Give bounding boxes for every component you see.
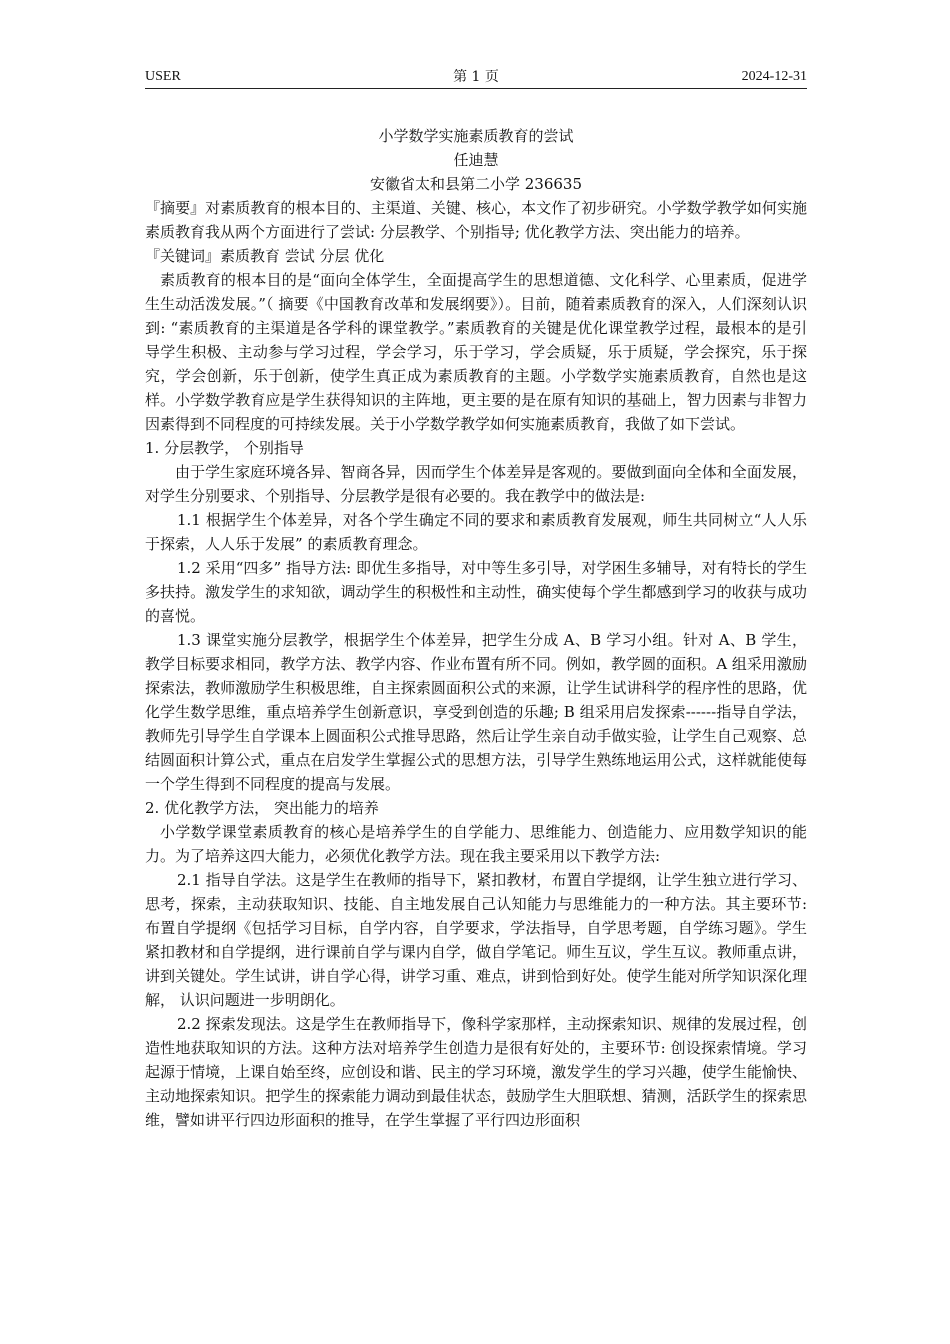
abstract-paragraph: 『摘要』对素质教育的根本目的、主渠道、关键、核心，本文作了初步研究。小学数学教学如何实施素质教育我从两个方面进行了尝试: 分层教学、个别指导; 优化教学方法、突出能力的培养。	[145, 199, 807, 241]
header-user: USER	[145, 69, 181, 84]
intro-paragraph: 素质教育的根本目的是“面向全体学生，全面提高学生的思想道德、文化科学、心里素质，促进学生生动活泼发展。”（ 摘要《中国教育改革和发展纲要》）。目前，随着素质教育的深入，人们深刻认识到: “素质教育的主渠道是各学科的课堂教学。”素质教育的关键是优化课堂教学过程，最根本的是引导学生积极、主动参与学习过程，学会学习，乐于学习，学会质疑，乐于质疑，学会探究，乐于探究，学会创新，乐于创新，使学生真正成为素质教育的主题。小学数学实施素质教育，自然也是这样。小学数学教育应是学生获得知识的主阵地，更主要的是在原有知识的基础上，智力因素与非智力因素得到不同程度的可持续发展。关于小学数学教学如何实施素质教育，我做了如下尝试。	[145, 271, 807, 433]
document-body	[145, 124, 807, 1132]
section-1-intro: 由于学生家庭环境各异、智商各异，因而学生个体差异是客观的。要做到面向全体和全面发展，对学生分别要求、个别指导、分层教学是很有必要的。我在教学中的做法是:	[145, 463, 807, 505]
header-page-number: 第 1 页	[453, 69, 499, 85]
section-1-2-paragraph: 1.2 采用“四多” 指导方法: 即优生多指导，对中等生多引导，对学困生多辅导，对有特长的学生多扶持。激发学生的求知欲，调动学生的积极性和主动性，确实使每个学生都感到学习的收获与成功的喜悦。	[145, 559, 807, 625]
section-1-heading: 1. 分层教学， 个别指导	[145, 439, 304, 457]
document-affiliation: 安徽省太和县第二小学 236635	[369, 175, 583, 193]
section-2-heading: 2. 优化教学方法， 突出能力的培养	[145, 799, 379, 817]
section-2-1-paragraph: 2.1 指导自学法。这是学生在教师的指导下，紧扣教材，布置自学提纲，让学生独立进行学习、思考，探索，主动获取知识、技能、自主地发展自己认知能力与思维能力的一种方法。其主要环节: 布置自学提纲《包括学习目标，自学内容，自学要求，学法指导，自学思考题，自学练习题》。学生紧扣教材和自学提纲，进行课前自学与课内自学，做自学笔记。师生互议，学生互议。教师重点讲，讲到关键处。学生试讲，讲自学心得，讲学习重、难点，讲到恰到好处。使学生能对所学知识深化理解， 认识问题进一步明朗化。	[145, 871, 807, 1009]
section-2-2-paragraph: 2.2 探索发现法。这是学生在教师指导下，像科学家那样，主动探索知识、规律的发展过程，创造性地获取知识的方法。这种方法对培养学生创造力是很有好处的，主要环节: 创设探索情境。学习起源于情境，上课自始至终，应创设和谐、民主的学习环境，激发学生的学习兴趣，使学生能愉快、主动地探索知识。把学生的探索能力调动到最佳状态，鼓励学生大胆联想、猜测，活跃学生的探索思维，譬如讲平行四边形面积的推导，在学生掌握了平行四边形面积	[145, 1015, 807, 1129]
header-date: 2024-12-31	[741, 69, 807, 84]
keywords-line: 『关键词』素质教育 尝试 分层 优化	[145, 247, 385, 265]
section-1-3-paragraph: 1.3 课堂实施分层教学，根据学生个体差异，把学生分成 A、B 学习小组。针对 A、B 学生，教学目标要求相同，教学方法、教学内容、作业布置有所不同。例如，教学圆的面积。A 组采用激励探索法，教师激励学生积极思维，自主探索圆面积公式的来源，让学生试讲科学的程序性的思路，优化学生数学思维，重点培养学生创新意识，享受到创造的乐趣; B 组采用启发探索------指导自学法，教师先引导学生自学课本上圆面积公式推导思路，然后让学生亲自动手做实验，让学生自己观察、总结圆面积计算公式，重点在启发学生掌握公式的思想方法，引导学生熟练地运用公式，这样就能使每一个学生得到不同程度的提高与发展。	[145, 631, 807, 793]
document-author: 任迪慧	[453, 151, 499, 169]
document-title: 小学数学实施素质教育的尝试	[378, 127, 574, 145]
section-1-1-paragraph: 1.1 根据学生个体差异，对各个学生确定不同的要求和素质教育发展观，师生共同树立“人人乐于探索，人人乐于发展” 的素质教育理念。	[145, 511, 807, 553]
section-2-intro: 小学数学课堂素质教育的核心是培养学生的自学能力、思维能力、创造能力、应用数学知识的能力。为了培养这四大能力，必须优化教学方法。现在我主要采用以下教学方法:	[145, 823, 807, 865]
page-header	[145, 66, 807, 89]
